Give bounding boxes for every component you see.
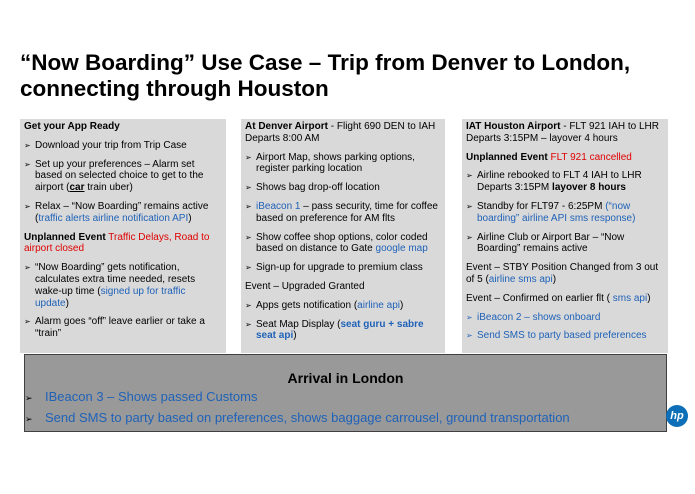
bullet-airline-club (466, 232, 664, 256)
api-note: signed up for traffic update (35, 285, 186, 309)
bullet-rebooked (466, 170, 664, 194)
heading-location: At Denver Airport (245, 121, 328, 132)
heading-location: IAT Houston Airport (466, 121, 561, 132)
event-upgrade: Event – Upgraded Granted (245, 280, 365, 292)
bullet-text: Airline rebooked to FLT 4 IAH to LHR Departs 3:15PM (477, 170, 642, 194)
event-alert: Traffic Delays, Road to airport closed (24, 231, 210, 255)
bullet-text: iBeacon 2 – shows onboard (477, 311, 601, 323)
api-note: google map (375, 243, 428, 255)
event-confirmed (466, 293, 664, 305)
arrow-bullet-icon: ➢ (25, 414, 33, 424)
event-text: Event – STBY Position Changed from 3 out of 5 ( (466, 262, 659, 285)
bullet-seat-map (245, 319, 441, 343)
bullet-send-sms (466, 330, 664, 342)
api-note: sms api (612, 292, 648, 304)
heading-flight: - Flight 690 DEN to IAH Departs 8:00 AM (245, 121, 436, 144)
bullet-airport-map (245, 152, 441, 176)
bullet-text: ) (188, 212, 192, 224)
bullet-download-trip (24, 140, 222, 152)
event-standby-position (466, 262, 664, 286)
bullet-notification (24, 262, 222, 309)
bullet-text: Sign-up for upgrade to premium class (256, 262, 423, 274)
bullet-text: Airport Map, shows parking options, register parking location (256, 151, 415, 175)
arrival-title: Arrival in London (287, 370, 404, 386)
bullet-text: Send SMS to party based preferences (477, 330, 647, 342)
api-note: seat guru + sabre seat api (256, 318, 424, 342)
hp-logo-icon: hp (666, 405, 688, 427)
bullet-list (245, 152, 441, 274)
bullet-text: train uber) (84, 182, 133, 194)
api-note: traffic alerts airline notification API (38, 212, 189, 224)
event-text: ) (647, 292, 651, 304)
arrival-item-send-sms (25, 410, 570, 425)
api-note: airline api (357, 299, 400, 311)
panel-denver-airport (241, 119, 445, 353)
panel-heading (245, 121, 441, 145)
arrival-item-text: IBeacon 3 – Shows passed Customs (45, 389, 258, 404)
bullet-list (245, 300, 441, 342)
bullet-set-preferences (24, 159, 222, 194)
arrow-bullet-icon: ➢ (25, 393, 33, 403)
bullet-list (466, 170, 664, 255)
car-option: car (69, 182, 85, 194)
event-label: Unplanned Event (24, 231, 106, 243)
heading-flight: - FLT 921 IAH to LHR Departs 3:15PM – layover 4 hours (466, 121, 659, 144)
bullet-ibeacon-1 (245, 201, 441, 225)
bullet-text: Relax – “Now Boarding” remains active ( (35, 200, 209, 224)
unplanned-event (466, 152, 664, 164)
bullet-upgrade-signup (245, 262, 441, 274)
bullet-text: Standby for FLT97 - 6:25PM (477, 200, 606, 212)
unplanned-event (24, 232, 222, 256)
bullet-relax (24, 201, 222, 225)
bullet-text: Set up your preferences – Alarm set based on selected choice to get to the airport ( (35, 158, 204, 194)
bullet-text: Seat Map Display ( (256, 318, 341, 330)
event-alert: FLT 921 cancelled (550, 151, 632, 163)
slide-title: “Now Boarding” Use Case – Trip from Denver to London, connecting through Houston (20, 50, 631, 101)
bullet-text: Airline Club or Airport Bar – “Now Boarding” remains active (477, 231, 625, 255)
ibeacon-label: iBeacon 1 (256, 200, 301, 212)
event-text: ) (552, 273, 557, 285)
panel-get-app-ready (20, 119, 226, 353)
bullet-text: Download your trip from Trip Case (35, 139, 187, 151)
arrival-item-ibeacon-3 (25, 389, 257, 404)
bullet-text: ) (399, 299, 404, 311)
bullet-text: ) (293, 330, 297, 342)
bullet-standby (466, 201, 664, 225)
bullet-ibeacon-2 (466, 312, 664, 324)
api-note: (“now boarding” airline API sms response) (477, 200, 636, 224)
event-label: Unplanned Event (466, 151, 548, 163)
bullet-list (24, 262, 222, 340)
bullet-coffee-shops (245, 232, 441, 256)
bullet-text: “Now Boarding” gets notification, calculates extra time needed, resets wake-up time ( (35, 262, 196, 297)
panel-houston-airport (462, 119, 668, 353)
bullet-list (24, 140, 222, 225)
api-note: airline sms api (488, 273, 553, 285)
panel-heading: Get your App Ready (24, 121, 120, 132)
bullet-app-notification (245, 300, 441, 312)
layover-note: layover 8 hours (552, 182, 626, 194)
bullet-alarm (24, 316, 222, 340)
arrival-panel (24, 354, 667, 432)
bullet-list (466, 312, 664, 343)
bullet-text: Shows bag drop-off location (256, 182, 380, 194)
bullet-text: Show coffee shop options, color coded based on distance to Gate (256, 231, 428, 255)
bullet-text: Alarm goes “off” leave earlier or take a “train” (35, 316, 205, 340)
panel-heading (466, 121, 664, 145)
event-text: Event – Confirmed on earlier flt ( (466, 292, 613, 304)
bullet-text: – pass security, time for coffee based on preference for AM flts (256, 200, 438, 224)
bullet-text: Apps gets notification ( (256, 299, 358, 311)
bullet-bag-drop (245, 182, 441, 194)
arrival-item-text: Send SMS to party based on preferences, shows baggage carrousel, ground transportation (45, 410, 570, 425)
bullet-text: ) (65, 297, 69, 309)
